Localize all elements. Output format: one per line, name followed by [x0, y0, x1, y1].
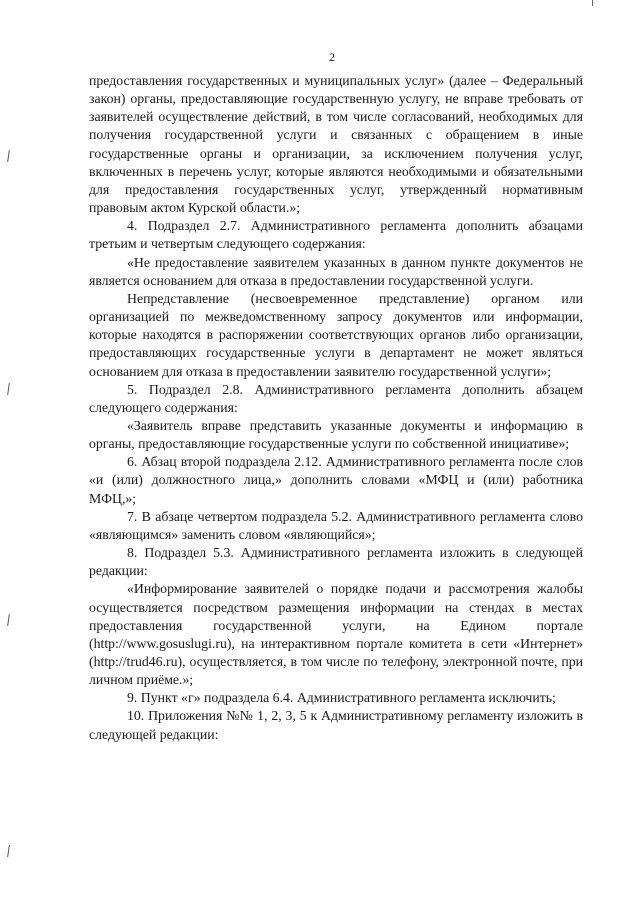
paragraph-item-6: 6. Абзац второй подраздела 2.12. Административного регламента после слов «и (или) должностного лица,» дополнить словами «МФЦ и (или) работника МФЦ,»;	[89, 454, 583, 506]
paragraph-item-10: 10. Приложения №№ 1, 2, 3, 5 к Административному регламенту изложить в следующей редакции:	[89, 708, 583, 742]
paragraph-item-8: 8. Подраздел 5.3. Административного регламента изложить в следующей редакции:	[89, 545, 583, 579]
margin-scan-mark	[7, 150, 10, 162]
margin-scan-mark	[7, 845, 10, 857]
paragraph-quote-applicant: «Заявитель вправе представить указанные документы и информацию в органы, предоставляющие государственные услуги по собственной инициативе»;	[89, 417, 583, 452]
corner-scan-mark	[592, 0, 593, 6]
paragraph-item-5: 5. Подраздел 2.8. Административного регламента дополнить абзацем следующего содержания:	[89, 381, 583, 415]
margin-scan-mark	[7, 614, 10, 626]
paragraph-item-7: 7. В абзаце четвертом подраздела 5.2. Административного регламента слово «являющимся» заменить словом «являющийся»;	[89, 508, 583, 542]
document-body	[89, 72, 583, 744]
page-number: 2	[329, 50, 335, 64]
paragraph-item-4: 4. Подраздел 2.7. Административного регламента дополнить абзацами третьим и четвертым следующего содержания:	[89, 218, 583, 252]
margin-scan-mark	[7, 383, 10, 395]
paragraph-item-9: 9. Пункт «г» подраздела 6.4. Административного регламента исключить;	[127, 690, 556, 706]
paragraph-quote-nonsubmission: Непредставление (несвоевременное представление) органом или организацией по межведомственному запросу документов или информации, которые находятся в распоряжении соответствующих органов либо организации, предоставляющих государственные услуги в департамент не может являться основанием для отказа в предоставлении заявителю государственной услуги»;	[89, 290, 583, 379]
paragraph-continuation: предоставления государственных и муниципальных услуг» (далее – Федеральный закон) органы, предоставляющие государственную услугу, не вправе требовать от заявителей осуществление действий, в том числе согласований, необходимых для получения государственной услуги и связанных с обращением в иные государственные органы и организации, за исключением получения услуг, включенных в перечень услуг, которые являются необходимыми и обязательными для предоставления государственных услуг, утвержденный нормативным правовым актом Курской области.»;	[89, 73, 583, 216]
paragraph-quote-documents: «Не предоставление заявителем указанных в данном пункте документов не является основанием для отказа в предоставлении государственной услуги.	[89, 254, 583, 288]
paragraph-quote-informing: «Информирование заявителей о порядке подачи и рассмотрения жалобы осуществляется посредством размещения информации на стендах в местах предоставления государственной услуги, на Едином портале (http://www.gosuslugi.ru), на интерактивном портале комитета в сети «Интернет» (http://trud46.ru), осуществляется, в том числе по телефону, электронной почте, при личном приёме.»;	[89, 581, 583, 688]
